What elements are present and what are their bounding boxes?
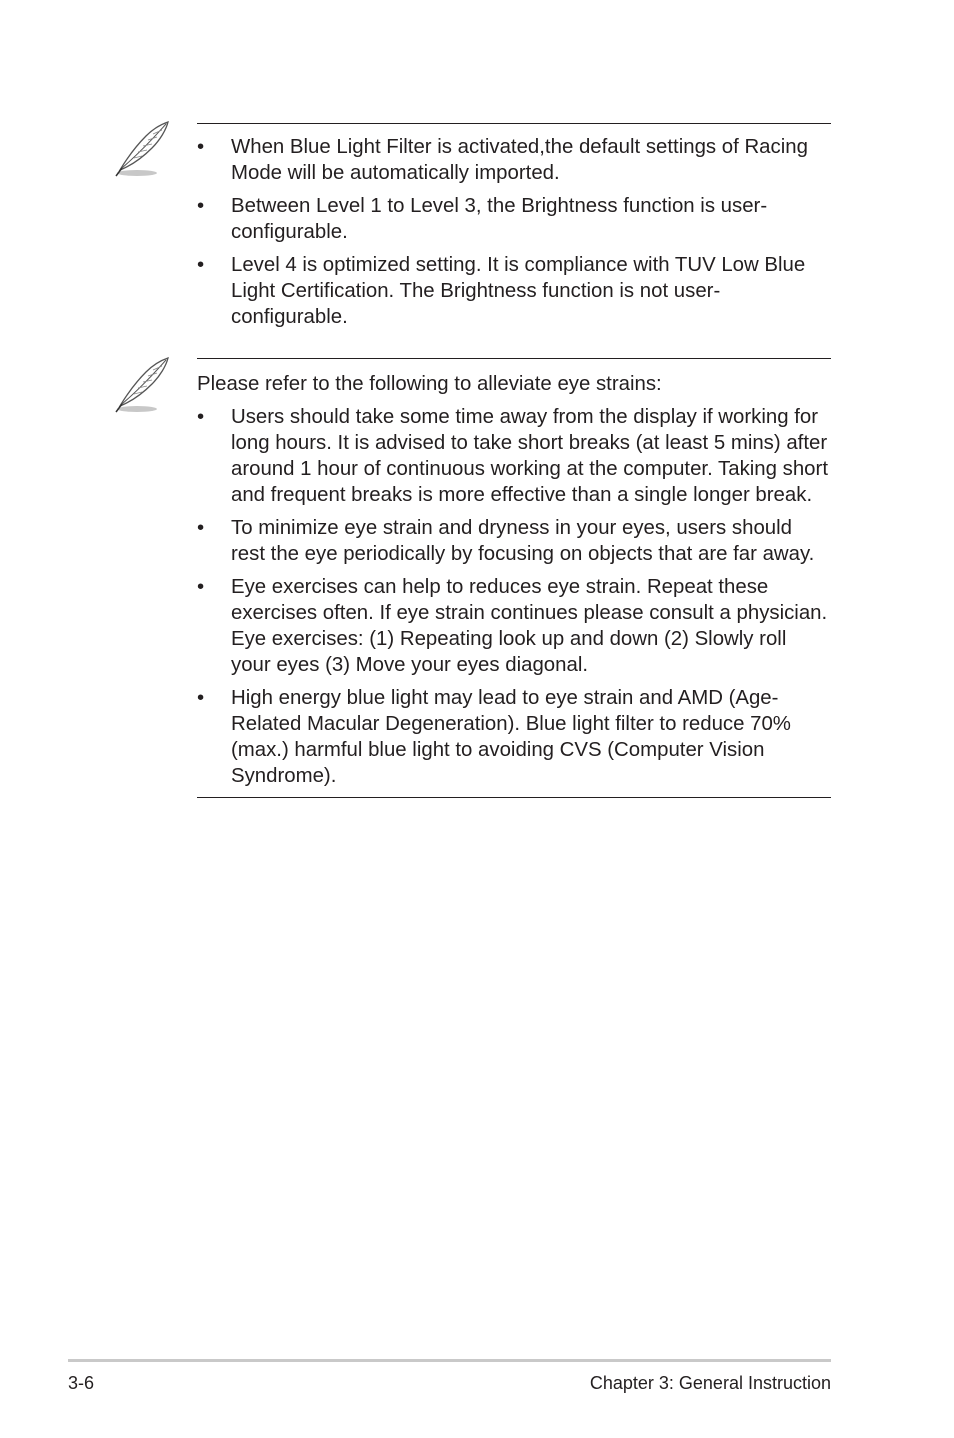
chapter-title: Chapter 3: General Instruction (589, 1373, 831, 1393)
bullet-icon: • (197, 195, 205, 217)
list-item: • When Blue Light Filter is activated,the default settings of Racing Mode will be automatically imported. (197, 136, 808, 184)
bullet-icon: • (197, 406, 205, 428)
bullet-icon: • (197, 687, 205, 709)
list-item: • Between Level 1 to Level 3, the Brightness function is user-configurable. (197, 195, 768, 243)
note-1-bullet-list (197, 134, 831, 330)
note-bottom-rule (197, 797, 831, 798)
bullet-icon: • (197, 136, 205, 158)
note-box-1 (197, 123, 831, 337)
list-item: • To minimize eye strain and dryness in your eyes, users should rest the eye periodically by focusing on objects that are far away. (197, 517, 815, 565)
bullet-icon: • (197, 254, 205, 276)
note-box-2 (197, 358, 831, 798)
quill-pen-icon (112, 356, 172, 416)
footer-rule (68, 1359, 831, 1362)
note-intro: Please refer to the following to alleviate eye strains: (197, 373, 662, 395)
list-item: • High energy blue light may lead to eye strain and AMD (Age-Related Macular Degeneration). Blue light filter to reduce 70% (max.) harmful blue light to avoiding CVS (Computer Vision Syndrome). (197, 687, 791, 787)
note-top-rule (197, 123, 831, 124)
quill-pen-icon (112, 120, 172, 180)
note-2-bullet-list (197, 404, 831, 789)
bullet-icon: • (197, 576, 205, 598)
bullet-icon: • (197, 517, 205, 539)
list-item: • Users should take some time away from the display if working for long hours. It is advised to take short breaks (at least 5 mins) after around 1 hour of continuous working at the computer. Taking short and frequent breaks is more effective than a single longer break. (197, 406, 828, 506)
page-number: 3-6 (68, 1373, 95, 1393)
note-top-rule (197, 358, 831, 359)
list-item: • Level 4 is optimized setting. It is compliance with TUV Low Blue Light Certification. The Brightness function is not user-configurable. (197, 254, 806, 328)
list-item: • Eye exercises can help to reduces eye strain. Repeat these exercises often. If eye strain continues please consult a physician. Eye exercises: (1) Repeating look up and down (2) Slowly roll your eyes (3) Move your eyes diagonal. (197, 576, 828, 676)
